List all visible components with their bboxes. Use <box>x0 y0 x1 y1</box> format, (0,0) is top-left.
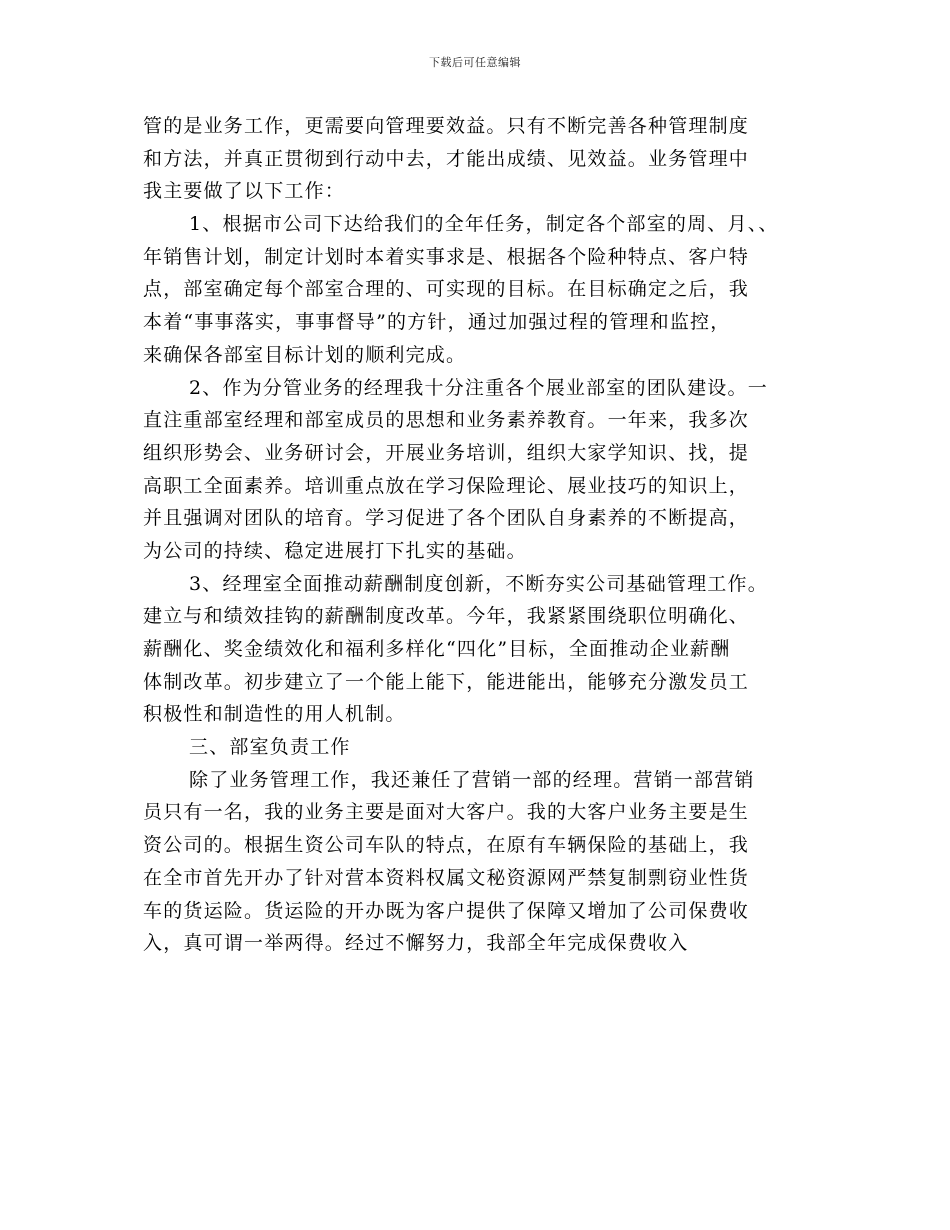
text-line: 为公司的持续、稳定进展打下扎实的基础。 <box>143 539 527 562</box>
text-line: 除了业务管理工作，我还兼任了营销一部的经理。营销一部营销 <box>189 768 755 791</box>
text-line: 积极性和制造性的用人机制。 <box>143 703 406 726</box>
page-header: 下载后可任意编辑 <box>429 56 521 69</box>
text-line: 本着“事事落实，事事督导”的方针，通过加强过程的管理和监控， <box>143 311 731 334</box>
text-line: 薪酬化、奖金绩效化和福利多样化“四化”目标，全面推动企业薪酬 <box>143 638 731 660</box>
text-line: 入，真可谓一举两得。经过不懈努力，我部全年完成保费收入 <box>143 932 689 955</box>
text-line: 年销售计划，制定计划时本着实事求是、根据各个险种特点、客户特 <box>143 245 750 268</box>
text-line: 点，部室确定每个部室合理的、可实现的目标。在目标确定之后，我 <box>143 278 750 301</box>
text-line: 直注重部室经理和部室成员的思想和业务素养教育。一年来，我多次 <box>143 409 750 432</box>
text-line: 1、根据市公司下达给我们的全年任务，制定各个部室的周、月、、 <box>189 213 779 236</box>
text-line: 员只有一名，我的业务主要是面对大客户。我的大客户业务主要是生 <box>143 801 750 824</box>
text-line: 建立与和绩效挂钩的薪酬制度改革。今年，我紧紧围绕职位明确化、 <box>143 605 750 628</box>
text-line: 高职工全面素养。培训重点放在学习保险理论、展业技巧的知识上， <box>143 474 750 497</box>
text-line: 在全市首先开办了针对营本资料权属文秘资源网严禁复制剽窃业性货 <box>143 866 750 889</box>
text-line: 管的是业务工作，更需要向管理要效益。只有不断完善各种管理制度 <box>143 115 750 137</box>
text-line: 三、部室负责工作 <box>189 736 351 759</box>
text-line: 并且强调对团队的培育。学习促进了各个团队自身素养的不断提高， <box>143 507 750 530</box>
text-line: 组织形势会、业务研讨会，开展业务培训，组织大家学知识、找，提 <box>143 441 750 464</box>
text-line: 3、经理室全面推动薪酬制度创新，不断夯实公司基础管理工作。 <box>189 572 768 595</box>
text-line: 资公司的。根据生资公司车队的特点，在原有车辆保险的基础上，我 <box>143 834 750 857</box>
text-line: 和方法，并真正贯彻到行动中去，才能出成绩、见效益。业务管理中 <box>143 147 750 170</box>
text-line: 体制改革。初步建立了一个能上能下，能进能出，能够充分激发员工 <box>143 670 750 693</box>
text-line: 我主要做了以下工作： <box>143 180 346 203</box>
text-line: 来确保各部室目标计划的顺利完成。 <box>143 343 467 366</box>
document-body <box>143 110 813 960</box>
text-line: 2、作为分管业务的经理我十分注重各个展业部室的团队建设。一 <box>189 376 768 399</box>
text-line: 车的货运险。货运险的开办既为客户提供了保障又增加了公司保费收 <box>143 899 750 922</box>
